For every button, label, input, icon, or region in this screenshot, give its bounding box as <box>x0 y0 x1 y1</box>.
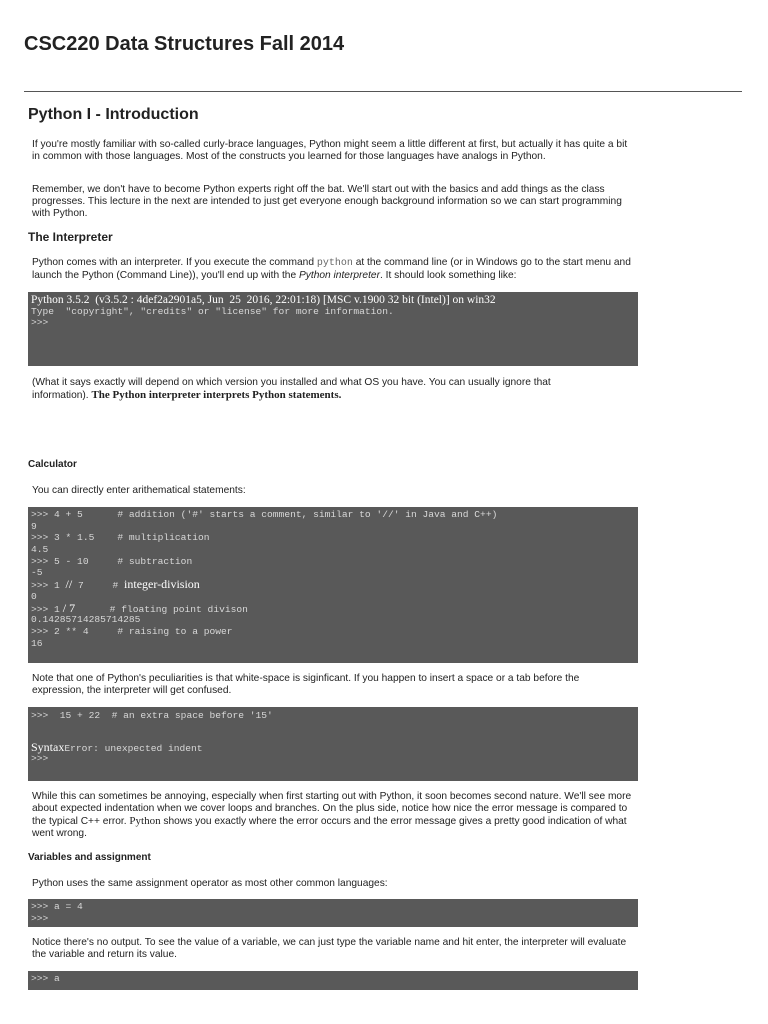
interpreter-statement: The Python interpreter interprets Python statements. <box>91 389 342 401</box>
code-output: -5 <box>31 567 43 579</box>
error-line: SyntaxError: unexpected indent <box>31 739 203 754</box>
header-divider <box>24 91 742 92</box>
whitespace-after-paragraph: While this can sometimes be annoying, especially when first starting out with Python, it soon becomes second nature. We'll see more about expected indentation when we cover loops and branches. On the plus side, notice how nice the error message is compared to the typical C++ error. Python shows you exactly where the error occurs and the error message gives a pretty good indication of what went wrong. <box>32 791 632 839</box>
code-line: >>> 1 / 7 # floating point divison <box>31 600 248 615</box>
code-line: >>> <box>31 753 49 765</box>
code-output: 16 <box>31 637 43 649</box>
interpreter-after-paragraph: (What it says exactly will depend on which version you installed and what OS you have. You can usually ignore that information). The Python interpreter interprets Python statements. <box>32 377 551 401</box>
python-interpreter-emphasis: Python interpreter <box>298 270 380 281</box>
code-line: >>> 1 // 7 # integer-division <box>31 577 200 592</box>
page-title: Python I - Introduction <box>28 106 199 123</box>
code-line: Type "copyright", "credits" or "license" for more information. <box>31 305 394 317</box>
code-line: >>> 4 + 5 # addition ('#' starts a comment, similar to '//' in Java and C++) <box>31 509 498 520</box>
whitespace-note: Note that one of Python's peculiarities is that white-space is siginficant. If you happen to insert a space or a tab before the expression, the interpreter will get confused. <box>32 673 580 696</box>
calculator-heading: Calculator <box>28 459 77 470</box>
intro-paragraph-1: If you're mostly familiar with so-called curly-brace languages, Python might seem a little different at first, but actually it has quite a bit in common with those languages. Most of the constructs you learned for those languages have analogs in Python. <box>32 139 628 162</box>
interpreter-banner-block <box>28 292 638 366</box>
calculator-code-block <box>28 507 638 663</box>
whitespace-code-block <box>28 707 638 781</box>
code-line: >>> <box>31 912 49 924</box>
code-line: >>> 3 * 1.5 # multiplication <box>31 532 210 544</box>
code-line: >>> a = 4 <box>31 901 83 912</box>
intro-paragraph-2: Remember, we don't have to become Python experts right off the bat. We'll start out with the basics and add things as the class progresses. This lecture in the next are intended to just get everyone enough background information so we can start programming with Python. <box>32 184 622 219</box>
variables-intro: Python uses the same assignment operator as most other common languages: <box>32 878 388 889</box>
code-output: 4.5 <box>31 544 49 556</box>
variable-eval-code-block <box>28 971 638 990</box>
interpreter-heading: The Interpreter <box>28 230 113 244</box>
python-command: python <box>316 258 353 269</box>
code-line: >>> 2 ** 4 # raising to a power <box>31 625 233 637</box>
variables-heading: Variables and assignment <box>28 852 151 863</box>
code-output: 0.14285714285714285 <box>31 614 141 626</box>
variables-note: Notice there's no output. To see the value of a variable, we can just type the variable name and hit enter, the interpreter will evaluate the variable and return its value. <box>32 937 627 960</box>
interpreter-paragraph: Python comes with an interpreter. If you execute the command python at the command line (or in Windows go to the start menu and launch the Python (Command Line)), you'll end up with the Python interpreter. It should look something like: <box>32 257 631 281</box>
code-line: >>> 5 - 10 # subtraction <box>31 555 193 567</box>
code-output: 0 <box>31 590 37 602</box>
calculator-intro: You can directly enter arithematical statements: <box>32 485 246 496</box>
code-output: 9 <box>31 520 37 532</box>
course-title: CSC220 Data Structures Fall 2014 <box>24 33 345 55</box>
code-line: >>> <box>31 317 49 329</box>
assignment-code-block <box>28 899 638 927</box>
code-line: >>> a <box>31 973 60 984</box>
code-line: >>> 15 + 22 # an extra space before '15' <box>31 710 273 721</box>
banner-line: Python 3.5.2 (v3.5.2 : 4def2a2901a5, Jun 25 2016, 22:01:18) [MSC v.1900 32 bit (Intel)] on win32 <box>31 294 496 306</box>
